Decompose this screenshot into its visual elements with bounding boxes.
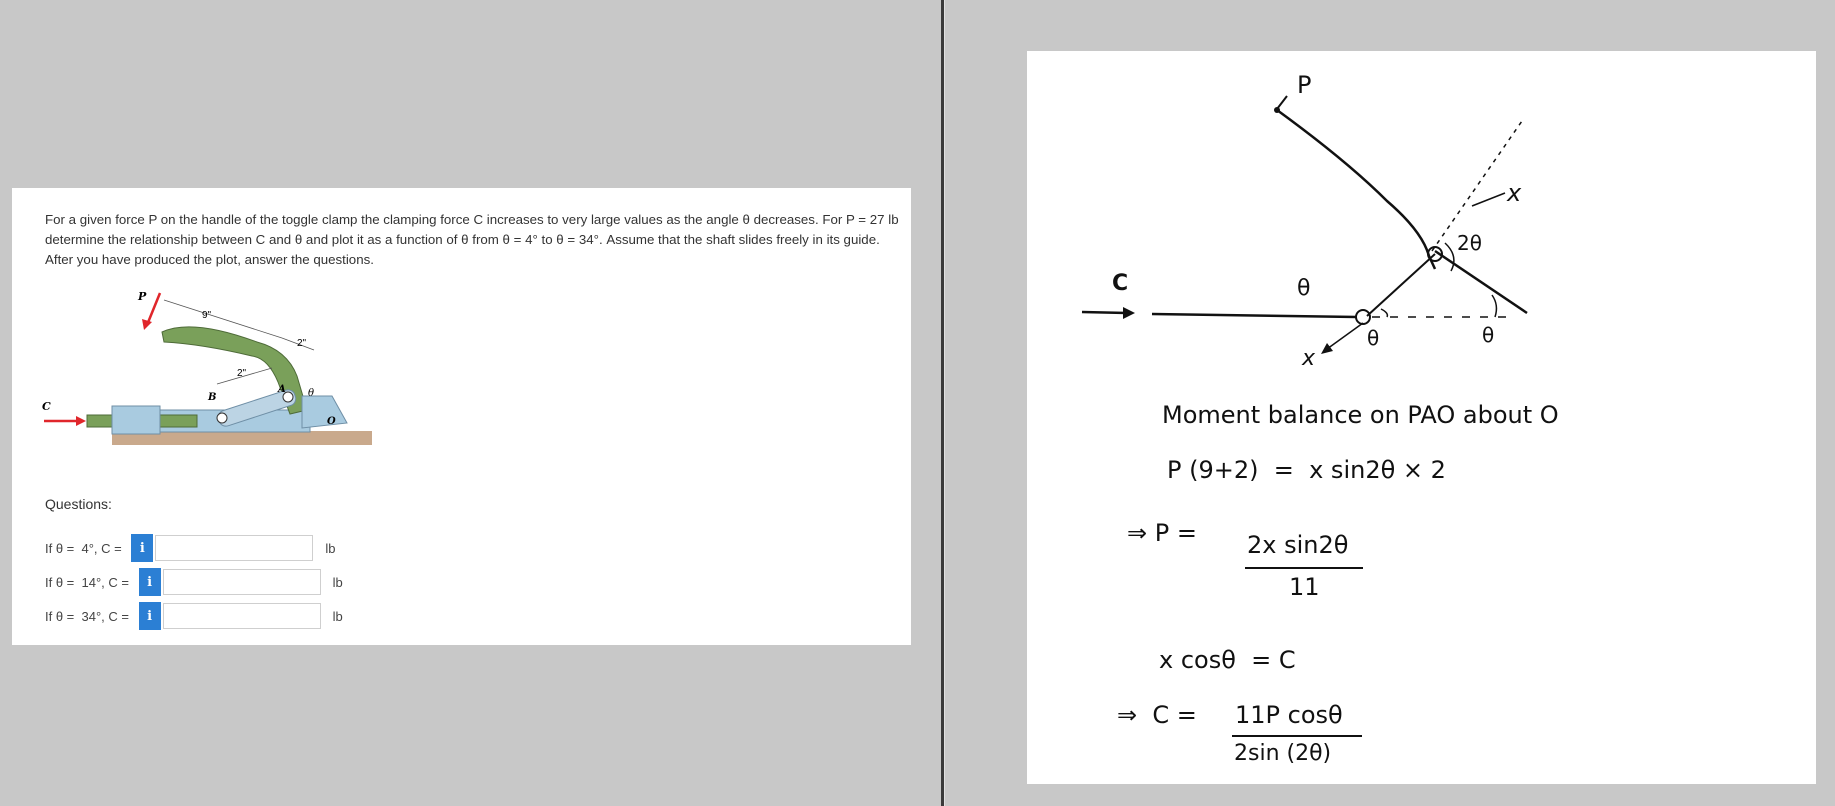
question-label: If θ = 34°, C =	[45, 608, 133, 624]
handwritten-solution	[1027, 51, 1816, 784]
p-arrow	[1277, 96, 1287, 109]
force-c-arrowhead	[76, 416, 86, 426]
c-arrow	[1082, 312, 1127, 313]
label-theta: θ	[308, 388, 315, 399]
label-theta-mid: θ	[1367, 326, 1380, 350]
label-a: A	[278, 384, 286, 395]
c-line	[1152, 314, 1357, 317]
angle-arc-theta-right	[1492, 295, 1496, 317]
force-p-arrow	[147, 293, 160, 325]
x-arrow-top	[1472, 193, 1505, 206]
equation-4-numerator: 11P cosθ	[1235, 701, 1343, 729]
force-p-arrowhead	[142, 319, 152, 330]
info-icon[interactable]: i	[131, 534, 153, 562]
link-line-right	[1435, 251, 1527, 313]
question-row	[45, 568, 343, 596]
label-p: P	[1297, 71, 1312, 99]
x-arrowhead-bottom	[1321, 343, 1333, 354]
c-arrowhead	[1123, 307, 1135, 319]
label-theta-right: θ	[1482, 323, 1495, 347]
info-icon[interactable]: i	[139, 568, 161, 596]
question-row	[45, 602, 343, 630]
info-icon[interactable]: i	[139, 602, 161, 630]
unit-label: lb	[332, 574, 343, 590]
label-p: P	[138, 290, 147, 303]
fraction-bar	[1245, 567, 1363, 569]
problem-card	[12, 188, 911, 645]
question-label: If θ = 4°, C =	[45, 540, 126, 556]
toggle-clamp-figure	[42, 288, 392, 458]
label-c: C	[1112, 271, 1129, 296]
unit-label: lb	[325, 540, 336, 556]
problem-statement: For a given force P on the handle of the toggle clamp the clamping force C increases to very large values as the angle θ decreases. For P = 27 lb determine the relationship between C and θ and plot it as a function of θ from θ = 4° to θ = 34°. Assume that the shaft slides freely in its guide. After you have produced the plot, answer the questions.	[45, 212, 899, 267]
angle-arc-theta	[1381, 309, 1387, 317]
x-arrow-bottom	[1327, 323, 1363, 349]
label-c: C	[42, 400, 51, 413]
label-b: B	[208, 392, 217, 403]
fraction-bar	[1232, 735, 1362, 737]
label-2in-mid: 2"	[237, 368, 247, 379]
label-2theta: 2θ	[1457, 231, 1482, 255]
pivot-block	[302, 396, 347, 428]
label-o: O	[327, 416, 336, 427]
questions-heading: Questions:	[45, 496, 112, 512]
window-divider-highlight	[944, 0, 945, 806]
equation-4-denominator: 2sin (2θ)	[1234, 741, 1332, 766]
equation-2-lhs: ⇒ P =	[1127, 519, 1197, 547]
link-line-left	[1367, 254, 1435, 316]
equation-2-numerator: 2x sin2θ	[1247, 531, 1349, 559]
equation-4-lhs: ⇒ C =	[1117, 701, 1197, 729]
angle-arc-2theta	[1445, 243, 1454, 271]
equation-2-denominator: 11	[1289, 573, 1320, 601]
unit-label: lb	[332, 608, 343, 624]
question-row	[45, 534, 335, 562]
equation-3: x cosθ = C	[1159, 646, 1296, 674]
label-theta-top: θ	[1297, 276, 1311, 301]
answer-input[interactable]	[163, 603, 321, 629]
pin-b	[217, 413, 227, 423]
question-label: If θ = 14°, C =	[45, 574, 133, 590]
pivot-b	[1356, 310, 1370, 324]
equation-1: P (9+2) = x sin2θ × 2	[1167, 456, 1446, 484]
label-9in: 9"	[202, 310, 212, 321]
handle-line	[1277, 110, 1435, 269]
label-x-bottom: x	[1302, 346, 1316, 371]
label-2in-top: 2"	[297, 338, 307, 349]
solution-diagram	[1027, 51, 1816, 381]
moment-heading: Moment balance on PAO about O	[1162, 401, 1559, 429]
shaft-guide-block	[112, 406, 160, 434]
answer-input[interactable]	[163, 569, 321, 595]
answer-input[interactable]	[155, 535, 313, 561]
label-x-top: x	[1507, 179, 1522, 207]
